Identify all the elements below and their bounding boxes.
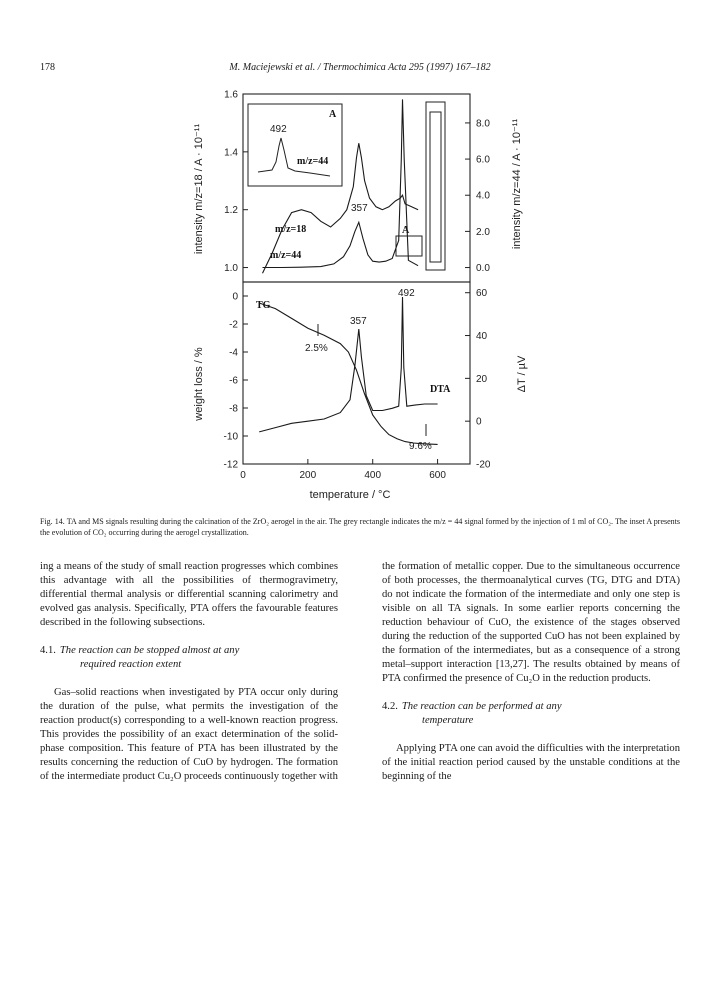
grey-rectangle-co2	[426, 102, 445, 270]
top-left-tick-label: 1.6	[224, 89, 238, 101]
x-tick-label: 0	[240, 470, 246, 481]
top-left-tick-label: 1.0	[224, 263, 238, 275]
right-column	[382, 560, 680, 784]
top-right-tick-label: 8.0	[476, 118, 490, 130]
step2-label: 9.6%	[409, 441, 432, 452]
x-axis-label: temperature / °C	[309, 489, 391, 501]
inset-title: A	[329, 109, 337, 120]
inset-curve-label: m/z=44	[297, 156, 329, 167]
right-paragraph-1: the formation of metallic copper. Due to the simultaneous occurrence of both processes, the thermoanalytical curves (TG, DTG and DTA) do not indicate the formation of the intermediate and only one step is visible on all TA signals. In some earlier reports concerning the reduction behaviour of CuO, the existence of the stages observed during the reduction of the supported CuO has not been explained by the formation of the intermediates, but as a consequence of a strong metal–support interaction [13,27]. The results obtained by means of PTA confirmed the presence of Cu₂O in the reduction products.	[382, 561, 680, 684]
inset-region-box	[396, 236, 422, 256]
bottom-left-tick-label: -8	[229, 403, 238, 415]
top-peak-label: 357	[351, 203, 368, 214]
bottom-left-tick-label: -4	[229, 347, 238, 359]
series-line-dta	[259, 297, 437, 432]
x-tick-label: 600	[429, 470, 446, 481]
section-4-2-heading	[382, 700, 680, 728]
bottom-left-axis-label: weight loss / %	[193, 347, 205, 421]
bottom-left-tick-label: -2	[229, 319, 238, 331]
top-right-tick-label: 4.0	[476, 190, 490, 202]
left-paragraph-1: ing a means of the study of small reaction progresses which combines this advantage with all the possibilities of thermogravimetry, differential thermal analysis or differential scanning calorimetry and evolved gas analysis. Specifically, PTA offers the favourable features described in the following subsections.	[40, 561, 338, 628]
bottom-right-tick-label: 40	[476, 331, 488, 343]
top-left-tick-label: 1.4	[224, 147, 238, 159]
bottom-left-tick-label: -10	[223, 431, 238, 443]
step1-label: 2.5%	[305, 343, 328, 354]
m18-label: m/z=18	[275, 224, 307, 235]
right-paragraph-2: Applying PTA one can avoid the difficulties with the interpretation of the initial reaction period caused by the unstable conditions at the beginning of the	[382, 743, 680, 782]
section-4-2-title: The reaction can be performed at any	[401, 701, 562, 712]
chart-marks	[224, 90, 491, 482]
dta-label: DTA	[430, 384, 451, 395]
section-4-1-title: The reaction can be stopped almost at any	[59, 645, 240, 656]
bottom-left-tick-label: -12	[223, 459, 238, 471]
bottom-right-tick-label: 20	[476, 373, 488, 385]
bottom-right-axis-label: ΔT / µV	[516, 355, 528, 393]
bottom-right-tick-label: -20	[476, 459, 491, 471]
top-left-tick-label: 1.2	[224, 205, 238, 217]
bottom-left-tick-label: -6	[229, 375, 238, 387]
figure-14	[180, 84, 560, 504]
top-right-tick-label: 0.0	[476, 263, 490, 275]
x-tick-label: 400	[364, 470, 382, 481]
page-number: 178	[40, 62, 55, 73]
inset-peak-label: 492	[270, 124, 287, 135]
bottom-right-tick-label: 0	[476, 416, 482, 428]
section-4-1-number: 4.1.	[40, 645, 56, 656]
bottom-right-tick-label: 60	[476, 288, 488, 300]
running-head: M. Maciejewski et al. / Thermochimica Acta 295 (1997) 167–182	[229, 62, 491, 73]
m44-label: m/z=44	[270, 250, 302, 261]
section-4-2-title-cont: temperature	[422, 715, 474, 726]
inset-box	[248, 104, 342, 186]
top-right-tick-label: 6.0	[476, 154, 490, 166]
section-4-1-heading	[40, 644, 338, 672]
top-left-axis-label: intensity m/z=18 / A · 10⁻¹¹	[193, 123, 205, 255]
series-line-tg	[259, 303, 437, 444]
left-column	[40, 560, 338, 784]
grey-rectangle-inner	[430, 112, 441, 262]
tg-label: TG	[256, 300, 271, 311]
figure-caption: Fig. 14. TA and MS signals resulting during the calcination of the ZrO₂ aerogel in the air. The grey rectangle indicates the m/z = 44 signal formed by the injection of 1 ml of CO₂. The inset A presents the evolution of CO₂ occurring during the aerogel crystallization.	[40, 517, 680, 537]
peak1-label: 357	[350, 316, 367, 327]
section-4-1-title-cont: required reaction extent	[80, 659, 182, 670]
inset-marker: A	[402, 225, 410, 236]
top-right-tick-label: 2.0	[476, 226, 490, 238]
x-tick-label: 200	[299, 470, 317, 481]
section-4-2-number: 4.2.	[382, 701, 398, 712]
peak2-label: 492	[398, 288, 415, 299]
bottom-left-tick-label: 0	[232, 291, 238, 303]
top-right-axis-label: intensity m/z=44 / A · 10⁻¹¹	[511, 118, 523, 250]
left-paragraph-2: Gas–solid reactions when investigated by PTA occur only during the duration of the pulse, what permits the investigation of the reaction product(s) corresponding to a well-known reaction progress. This provides the possibility of an exact determination of the solid-phase composition. This feature of PTA has been illustrated by the results concerning the reduction of CuO by hydrogen. The formation of the intermediate product Cu₂O proceeds continuously together with	[40, 687, 338, 782]
